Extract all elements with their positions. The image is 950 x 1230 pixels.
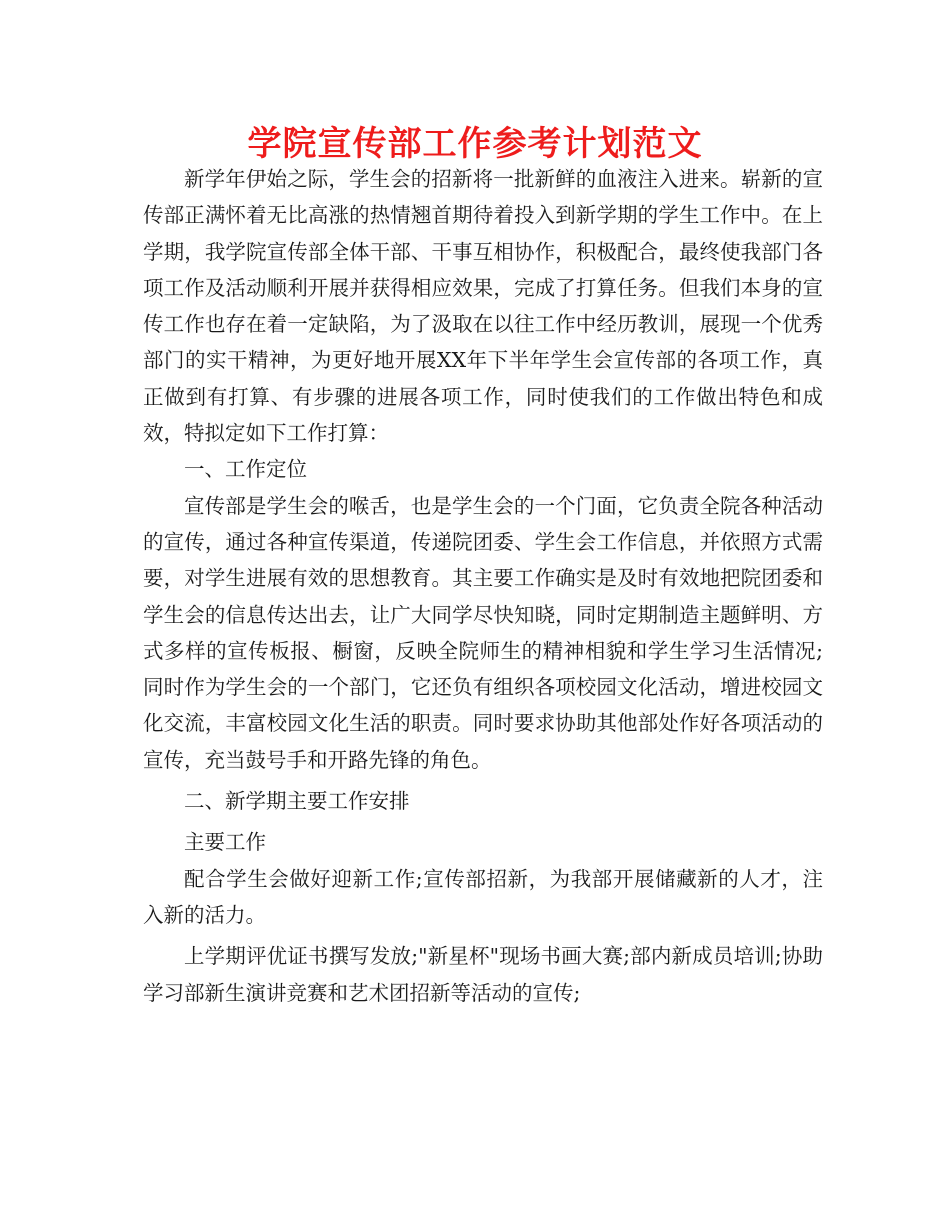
paragraph-positioning: 宣传部是学生会的喉舌，也是学生会的一个门面，它负责全院各种活动的宣传，通过各种宣传渠道，传递院团委、学生会工作信息，并依照方式需要，对学生进展有效的思想教育。其主要工作确实是及时有效地把院团委和学生会的信息传达出去，让广大同学尽快知晓，同时定期制造主题鲜明、方式多样的宣传板报、橱窗，反映全院师生的精神相貌和学生学习生活情况;同时作为学生会的一个部门，它还负有组织各项校园文化活动，增进校园文化交流，丰富校园文化生活的职责。同时要求协助其他部处作好各项活动的宣传，充当鼓号手和开路先锋的角色。 xyxy=(143,493,823,772)
paragraph-welcome-work: 配合学生会做好迎新工作;宣传部招新，为我部开展储藏新的人才，注入新的活力。 xyxy=(143,866,823,927)
document-title: 学院宣传部工作参考计划范文 xyxy=(247,124,703,164)
section-heading-positioning: 一、工作定位 xyxy=(184,457,307,482)
paragraph-intro: 新学年伊始之际，学生会的招新将一批新鲜的血液注入进来。崭新的宣传部正满怀着无比高涨的热情翘首期待着投入到新学期的学生工作中。在上学期，我学院宣传部全体干部、干事互相协作，积极配合，最终使我部门各项工作及活动顺利开展并获得相应效果，完成了打算任务。但我们本身的宣传工作也存在着一定缺陷，为了汲取在以往工作中经历教训，展现一个优秀部门的实干精神，为更好地开展XX年下半年学生会宣传部的各项工作，真正做到有打算、有步骤的进展各项工作，同时使我们的工作做出特色和成效，特拟定如下工作打算： xyxy=(143,167,823,446)
subheading-main-work: 主要工作 xyxy=(184,830,266,855)
section-heading-arrangements: 二、新学期主要工作安排 xyxy=(184,789,410,814)
document-body xyxy=(143,161,823,1011)
paragraph-activities: 上学期评优证书撰写发放;"新星杯"现场书画大赛;部内新成员培训;协助学习部新生演讲竞赛和艺术团招新等活动的宣传; xyxy=(143,944,823,1005)
